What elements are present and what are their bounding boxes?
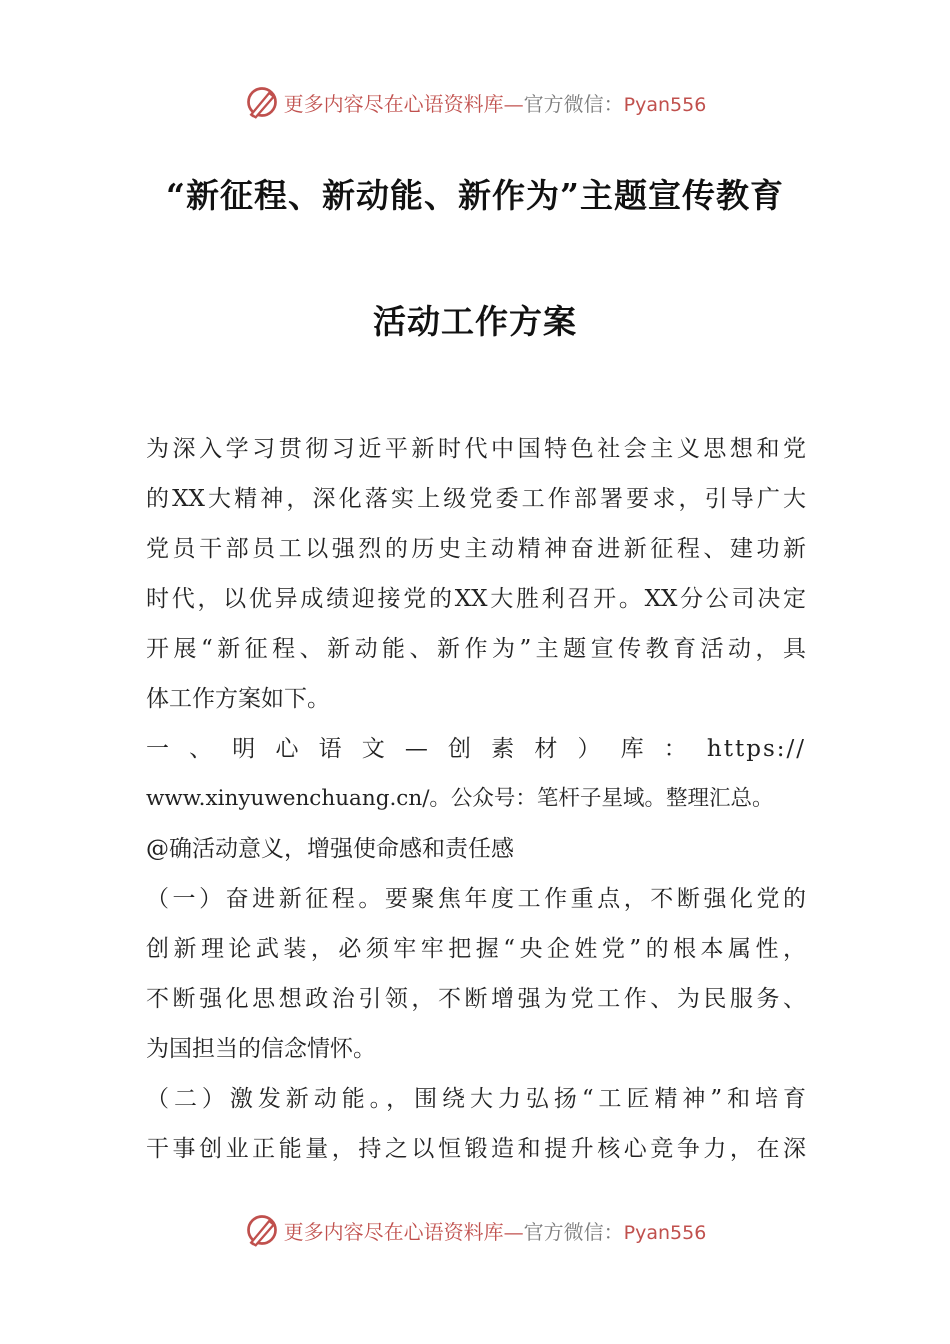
banner-wechat-label: 官方微信： [523, 91, 624, 116]
body-line: 为深入学习贯彻习近平新时代中国特色社会主义思想和党 [146, 436, 806, 462]
body-line: 开展“新征程、新动能、新作为”主题宣传教育活动，具 [146, 636, 806, 662]
body-line: 党员干部员工以强烈的历史主动精神奋进新征程、建功新 [146, 536, 806, 562]
body-line-url: www.xinyuwenchuang.cn/。公众号：笔杆子星域。整理汇总。 [146, 786, 774, 811]
header-banner [0, 82, 950, 122]
body-line: 的XX大精神，深化落实上级党委工作部署要求，引导广大 [146, 486, 806, 512]
banner-main-text: 更多内容尽在心语资料库— [283, 91, 524, 116]
banner-main-text: 更多内容尽在心语资料库— [283, 1219, 524, 1244]
footer-banner [0, 1210, 950, 1250]
body-line: 时代，以优异成绩迎接党的XX大胜利召开。XX分公司决定 [146, 586, 806, 612]
banner-wechat-id: Pyan556 [623, 1221, 707, 1244]
body-line: 干事创业正能量，持之以恒锻造和提升核心竞争力，在深 [146, 1136, 806, 1162]
pen-logo-icon [244, 84, 280, 120]
body-line: @确活动意义，增强使命感和责任感 [146, 836, 514, 862]
body-line: （一）奋进新征程。要聚焦年度工作重点，不断强化党的 [146, 886, 806, 912]
banner-text [284, 88, 707, 117]
body-line: 体工作方案如下。 [146, 686, 330, 712]
document-title-line-1: “新征程、新动能、新作为”主题宣传教育 [166, 176, 784, 215]
body-line: 为国担当的信念情怀。 [146, 1036, 376, 1062]
document-body [146, 424, 806, 1174]
document-title-line-2: 活动工作方案 [373, 302, 577, 341]
banner-wechat-id: Pyan556 [623, 93, 707, 116]
body-line: 不断强化思想政治引领，不断增强为党工作、为民服务、 [146, 986, 806, 1012]
body-line-section-heading: 一、明心语文—创素材）库：https:// [146, 736, 806, 762]
body-line: 创新理论武装，必须牢牢把握“央企姓党”的根本属性， [146, 936, 806, 962]
banner-text [284, 1216, 707, 1245]
pen-logo-icon [244, 1212, 280, 1248]
banner-wechat-label: 官方微信： [523, 1219, 624, 1244]
body-line: （二）激发新动能。，围绕大力弘扬“工匠精神”和培育 [146, 1086, 806, 1112]
